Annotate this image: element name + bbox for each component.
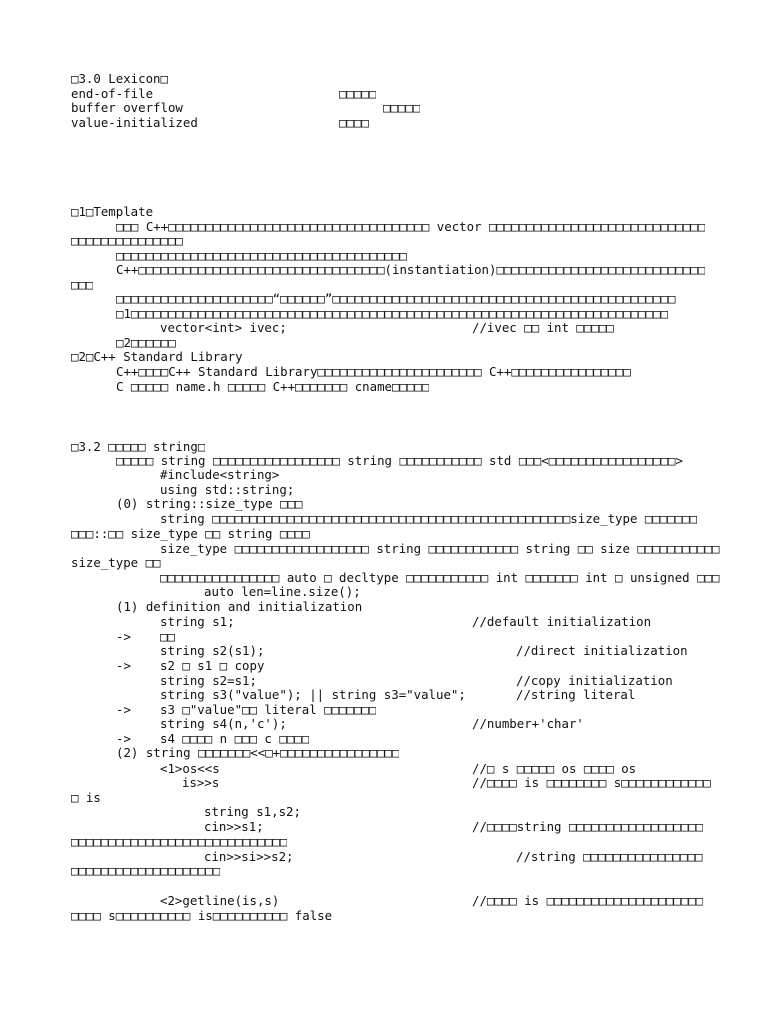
code-comment: //string □□□□□□□□□□□□□□□□ (516, 850, 703, 864)
code-line: string s1,s2; (204, 805, 301, 819)
text-line: s2 □ s1 □ copy (160, 659, 265, 673)
code-line: using std::string; (160, 483, 295, 497)
code-line: #include<string> (160, 468, 280, 482)
code-line: string s2=s1; (160, 674, 257, 688)
code-comment: //string literal (516, 688, 636, 702)
arrow-marker: -> (116, 703, 131, 717)
arrow-marker: -> (116, 630, 131, 644)
text-line: □ is (71, 791, 101, 805)
arrow-marker: -> (116, 732, 131, 746)
code-line: cin>>s1; (204, 820, 264, 834)
text-line: □□□::□□ size_type □□ string □□□□ (71, 527, 310, 541)
code-comment: //□□□□string □□□□□□□□□□□□□□□□□□ (472, 820, 704, 834)
code-comment: //direct initialization (516, 644, 688, 658)
text-line: size_type □□ (71, 556, 161, 570)
code-line: cin>>si>>s2; (204, 850, 294, 864)
text-line: □□□□□□□□□□□□□□□□□□□□□“□□□□□□”□□□□□□□□□□□□□□□□□□□□□□□□□□□□□□□□□□□□□□□□□□□□□□ (116, 292, 676, 306)
subsection-heading: (1) definition and initialization (116, 600, 363, 614)
subsection-heading: (2) string □□□□□□□<<□+□□□□□□□□□□□□□□□□ (116, 746, 400, 760)
code-comment: //□□□□ is □□□□□□□□ s□□□□□□□□□□□□ (472, 776, 711, 790)
text-line: □□□□□□□□□□□□□□□□□□□□□□□□□□□□□□□□□□□□□□□ (116, 249, 407, 263)
lexicon-definition: □□□□□ (339, 87, 377, 101)
code-line: string s1; (160, 615, 235, 629)
text-line: □□ (160, 630, 175, 644)
text-line: C++□□□□□□□□□□□□□□□□□□□□□□□□□□□□□□□□□(instantiation)□□□□□□□□□□□□□□□□□□□□□□□□□□□□ (116, 263, 706, 277)
subsection-heading: (0) string::size_type □□□ (116, 497, 303, 511)
text-line: size_type □□□□□□□□□□□□□□□□□□ string □□□□□□□□□□□□ string □□ size □□□□□□□□□□□ (160, 542, 720, 556)
text-line: □1□□□□□□□□□□□□□□□□□□□□□□□□□□□□□□□□□□□□□□□□□□□□□□□□□□□□□□□□□□□□□□□□□□□□□□□□ (116, 307, 669, 321)
text-line: C □□□□□ name.h □□□□□ C++□□□□□□□ cname□□□□□ (116, 380, 430, 394)
text-line: string □□□□□□□□□□□□□□□□□□□□□□□□□□□□□□□□□□□□□□□□□□□□□□□□size_type □□□□□□□ (160, 512, 698, 526)
code-comment: //□ s □□□□□ os □□□□ os (472, 762, 637, 776)
text-line: s4 □□□□ n □□□ c □□□□ (160, 732, 310, 746)
text-line: □□□□□□□□□□□□□□□□ auto □ decltype □□□□□□□□□□□ int □□□□□□□ int □ unsigned □□□ (160, 571, 720, 585)
lexicon-heading: □3.0 Lexicon□ (71, 72, 168, 86)
code-comment: //default initialization (472, 615, 652, 629)
text-line: □□□□□ string □□□□□□□□□□□□□□□□□ string □□□□□□□□□□□ std □□□<□□□□□□□□□□□□□□□□□> (116, 454, 683, 468)
stdlib-heading: □2□C++ Standard Library (71, 350, 243, 364)
lexicon-term: value-initialized (71, 116, 198, 130)
section-heading: □3.2 □□□□□ string□ (71, 440, 206, 454)
lexicon-definition: □□□□□ (383, 101, 421, 115)
arrow-marker: -> (116, 659, 131, 673)
code-comment: //copy initialization (516, 674, 673, 688)
text-line: s3 □"value"□□ literal □□□□□□□ (160, 703, 377, 717)
text-line: □□□□□□□□□□□□□□□ (71, 234, 183, 248)
code-line: string s2(s1); (160, 644, 265, 658)
lexicon-term: buffer overflow (71, 101, 183, 115)
text-line: C++□□□□C++ Standard Library□□□□□□□□□□□□□□□□□□□□□□ C++□□□□□□□□□□□□□□□□ (116, 365, 631, 379)
text-line: □□□□□□□□□□□□□□□□□□□□□□□□□□□□□ (71, 835, 288, 849)
text-line: □□□ C++□□□□□□□□□□□□□□□□□□□□□□□□□□□□□□□□□□□ vector □□□□□□□□□□□□□□□□□□□□□□□□□□□□□ (116, 220, 706, 234)
text-line: □□□□□□□□□□□□□□□□□□□□ (71, 864, 221, 878)
template-heading: □1□Template (71, 205, 154, 219)
code-line: string s4(n,'c'); (160, 717, 287, 731)
code-comment: //number+'char' (472, 717, 584, 731)
lexicon-definition: □□□□ (339, 116, 369, 130)
code-line: string s3("value"); || string s3="value"; (160, 688, 466, 702)
code-line: <2>getline(is,s) (160, 894, 280, 908)
code-comment: //□□□□ is □□□□□□□□□□□□□□□□□□□□□ (472, 894, 704, 908)
text-line: □□□ (71, 278, 94, 292)
code-line: vector<int> ivec; (160, 321, 287, 335)
code-comment: //ivec □□ int □□□□□ (472, 321, 614, 335)
lexicon-term: end-of-file (71, 87, 154, 101)
text-line: □2□□□□□□ (116, 336, 176, 350)
code-line: <1>os<<s (160, 762, 220, 776)
code-line: is>>s (182, 776, 220, 790)
text-line: □□□□ s□□□□□□□□□□ is□□□□□□□□□□ false (71, 909, 333, 923)
code-line: auto len=line.size(); (204, 585, 361, 599)
